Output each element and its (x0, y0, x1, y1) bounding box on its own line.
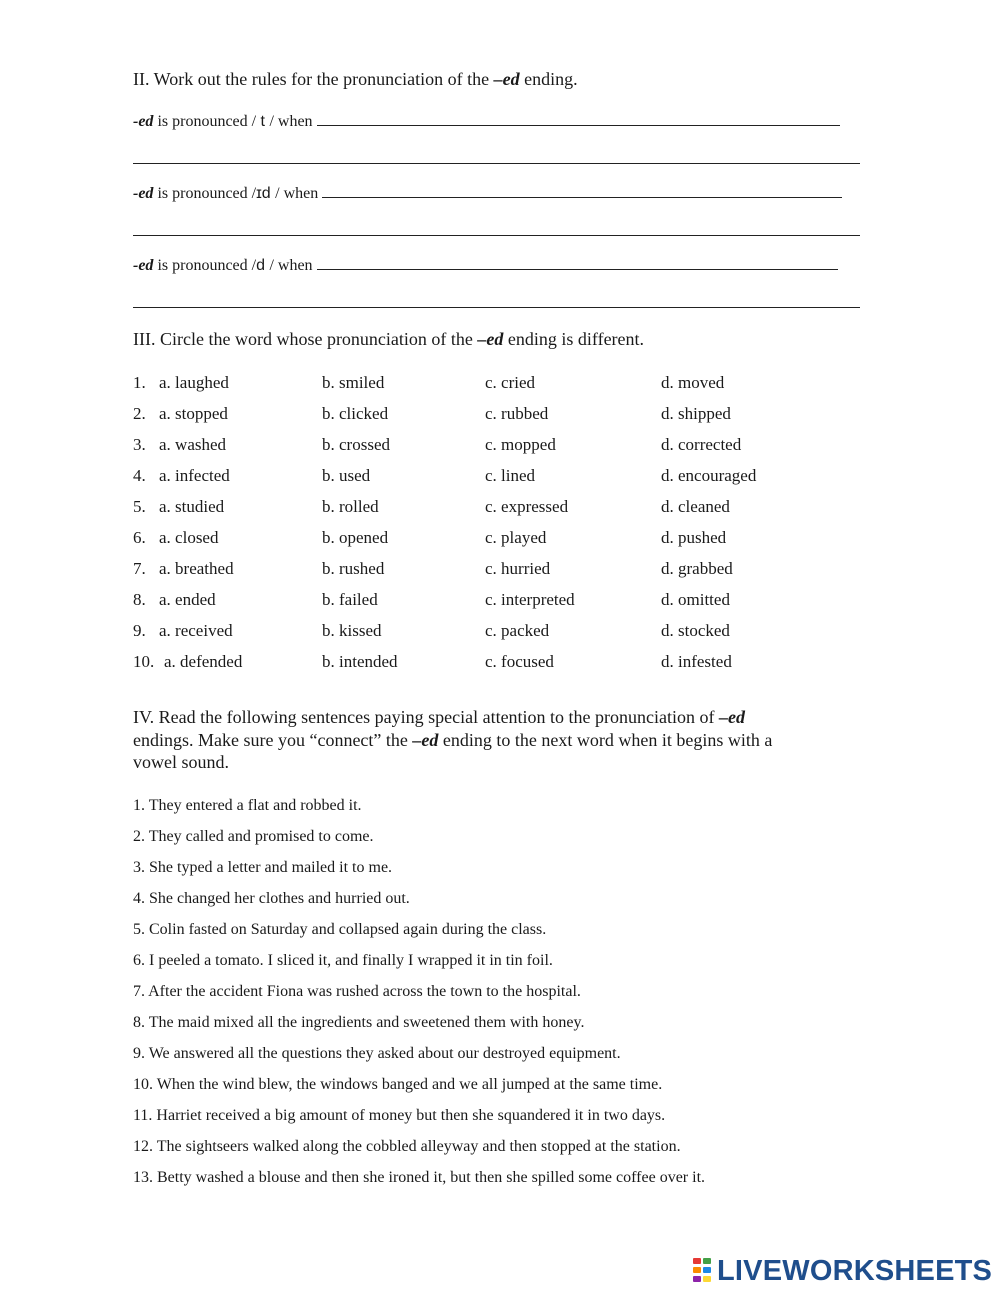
sentence-item: 6. I peeled a tomato. I sliced it, and finally I wrapped it in tin foil. (133, 952, 553, 969)
liveworksheets-logo[interactable] (693, 1255, 992, 1287)
question-number: 1. (133, 373, 146, 392)
option-c[interactable]: c. focused (485, 652, 554, 671)
question-number: 10. (133, 652, 155, 671)
option-b[interactable]: b. crossed (322, 435, 390, 454)
option-a[interactable]: a. laughed (159, 373, 229, 392)
option-b[interactable]: b. intended (322, 652, 398, 671)
section-4-intro: IV. Read the following sentences paying special attention to the pronunciation of –ed endings. Make sure you “connect” the –ed ending to the next word when it begins with a vowel sound. (133, 707, 773, 772)
logo-blocks-icon (693, 1258, 715, 1284)
sentence-item: 10. When the wind blew, the windows banged and we all jumped at the same time. (133, 1076, 663, 1093)
option-d[interactable]: d. stocked (661, 621, 730, 640)
option-a[interactable]: a. closed (159, 528, 219, 547)
option-c[interactable]: c. lined (485, 466, 536, 485)
question-row (133, 558, 893, 580)
sentence-item: 8. The maid mixed all the ingredients and sweetened them with honey. (133, 1014, 585, 1031)
question-row (133, 465, 893, 487)
option-c[interactable]: c. played (485, 528, 547, 547)
option-d[interactable]: d. moved (661, 373, 725, 392)
option-b[interactable]: b. failed (322, 590, 378, 609)
rule-d: -ed is pronounced /d / when (133, 255, 838, 276)
question-number: 7. (133, 559, 146, 578)
question-row (133, 403, 893, 425)
option-a[interactable]: a. defended (164, 652, 243, 671)
rule-t: -ed is pronounced / t / when (133, 111, 840, 132)
answer-line-d[interactable] (317, 255, 838, 270)
option-b[interactable]: b. rolled (322, 497, 379, 516)
option-a[interactable]: a. ended (159, 590, 216, 609)
option-b[interactable]: b. opened (322, 528, 389, 547)
question-number: 8. (133, 590, 146, 609)
option-c[interactable]: c. mopped (485, 435, 556, 454)
question-number: 9. (133, 621, 146, 640)
question-number: 6. (133, 528, 146, 547)
sentence-item: 3. She typed a letter and mailed it to me. (133, 859, 393, 876)
sentence-item: 7. After the accident Fiona was rushed across the town to the hospital. (133, 983, 581, 1000)
option-b[interactable]: b. rushed (322, 559, 385, 578)
logo-text: LIVEWORKSHEETS (717, 1254, 993, 1287)
option-c[interactable]: c. cried (485, 373, 536, 392)
question-number: 3. (133, 435, 146, 454)
sentence-item: 12. The sightseers walked along the cobbled alleyway and then stopped at the station. (133, 1138, 681, 1155)
option-c[interactable]: c. hurried (485, 559, 551, 578)
section-3-title: III. Circle the word whose pronunciation of the –ed ending is different. (133, 329, 645, 349)
question-number: 4. (133, 466, 146, 485)
option-c[interactable]: c. rubbed (485, 404, 549, 423)
option-d[interactable]: d. pushed (661, 528, 727, 547)
section-2-title: II. Work out the rules for the pronunciation of the –ed ending. (133, 69, 578, 89)
sentence-item: 1. They entered a flat and robbed it. (133, 797, 362, 814)
option-d[interactable]: d. grabbed (661, 559, 733, 578)
option-b[interactable]: b. smiled (322, 373, 385, 392)
sentence-item: 5. Colin fasted on Saturday and collapsed again during the class. (133, 921, 547, 938)
option-d[interactable]: d. encouraged (661, 466, 757, 485)
option-d[interactable]: d. shipped (661, 404, 731, 423)
sentence-item: 13. Betty washed a blouse and then she ironed it, but then she spilled some coffee over it. (133, 1169, 706, 1186)
question-row (133, 527, 893, 549)
option-b[interactable]: b. clicked (322, 404, 389, 423)
option-d[interactable]: d. cleaned (661, 497, 730, 516)
option-a[interactable]: a. infected (159, 466, 230, 485)
option-d[interactable]: d. corrected (661, 435, 742, 454)
option-a[interactable]: a. washed (159, 435, 227, 454)
rule-id: -ed is pronounced /ɪd / when (133, 183, 842, 204)
question-row (133, 372, 893, 394)
question-row (133, 651, 893, 673)
option-a[interactable]: a. breathed (159, 559, 234, 578)
question-number: 2. (133, 404, 146, 423)
sentence-item: 11. Harriet received a big amount of money but then she squandered it in two days. (133, 1107, 666, 1124)
option-c[interactable]: c. expressed (485, 497, 569, 516)
answer-line-id-2[interactable] (133, 235, 860, 236)
option-c[interactable]: c. interpreted (485, 590, 575, 609)
option-b[interactable]: b. kissed (322, 621, 382, 640)
option-a[interactable]: a. studied (159, 497, 225, 516)
question-row (133, 620, 893, 642)
sentence-item: 4. She changed her clothes and hurried out. (133, 890, 410, 907)
option-a[interactable]: a. received (159, 621, 233, 640)
option-b[interactable]: b. used (322, 466, 371, 485)
question-row (133, 496, 893, 518)
option-d[interactable]: d. omitted (661, 590, 730, 609)
option-a[interactable]: a. stopped (159, 404, 228, 423)
answer-line-d-2[interactable] (133, 307, 860, 308)
question-row (133, 589, 893, 611)
answer-line-t-2[interactable] (133, 163, 860, 164)
answer-line-id[interactable] (322, 183, 842, 198)
option-d[interactable]: d. infested (661, 652, 732, 671)
sentence-item: 9. We answered all the questions they asked about our destroyed equipment. (133, 1045, 621, 1062)
option-c[interactable]: c. packed (485, 621, 550, 640)
question-number: 5. (133, 497, 146, 516)
sentence-item: 2. They called and promised to come. (133, 828, 374, 845)
answer-line-t[interactable] (317, 111, 840, 126)
question-row (133, 434, 893, 456)
